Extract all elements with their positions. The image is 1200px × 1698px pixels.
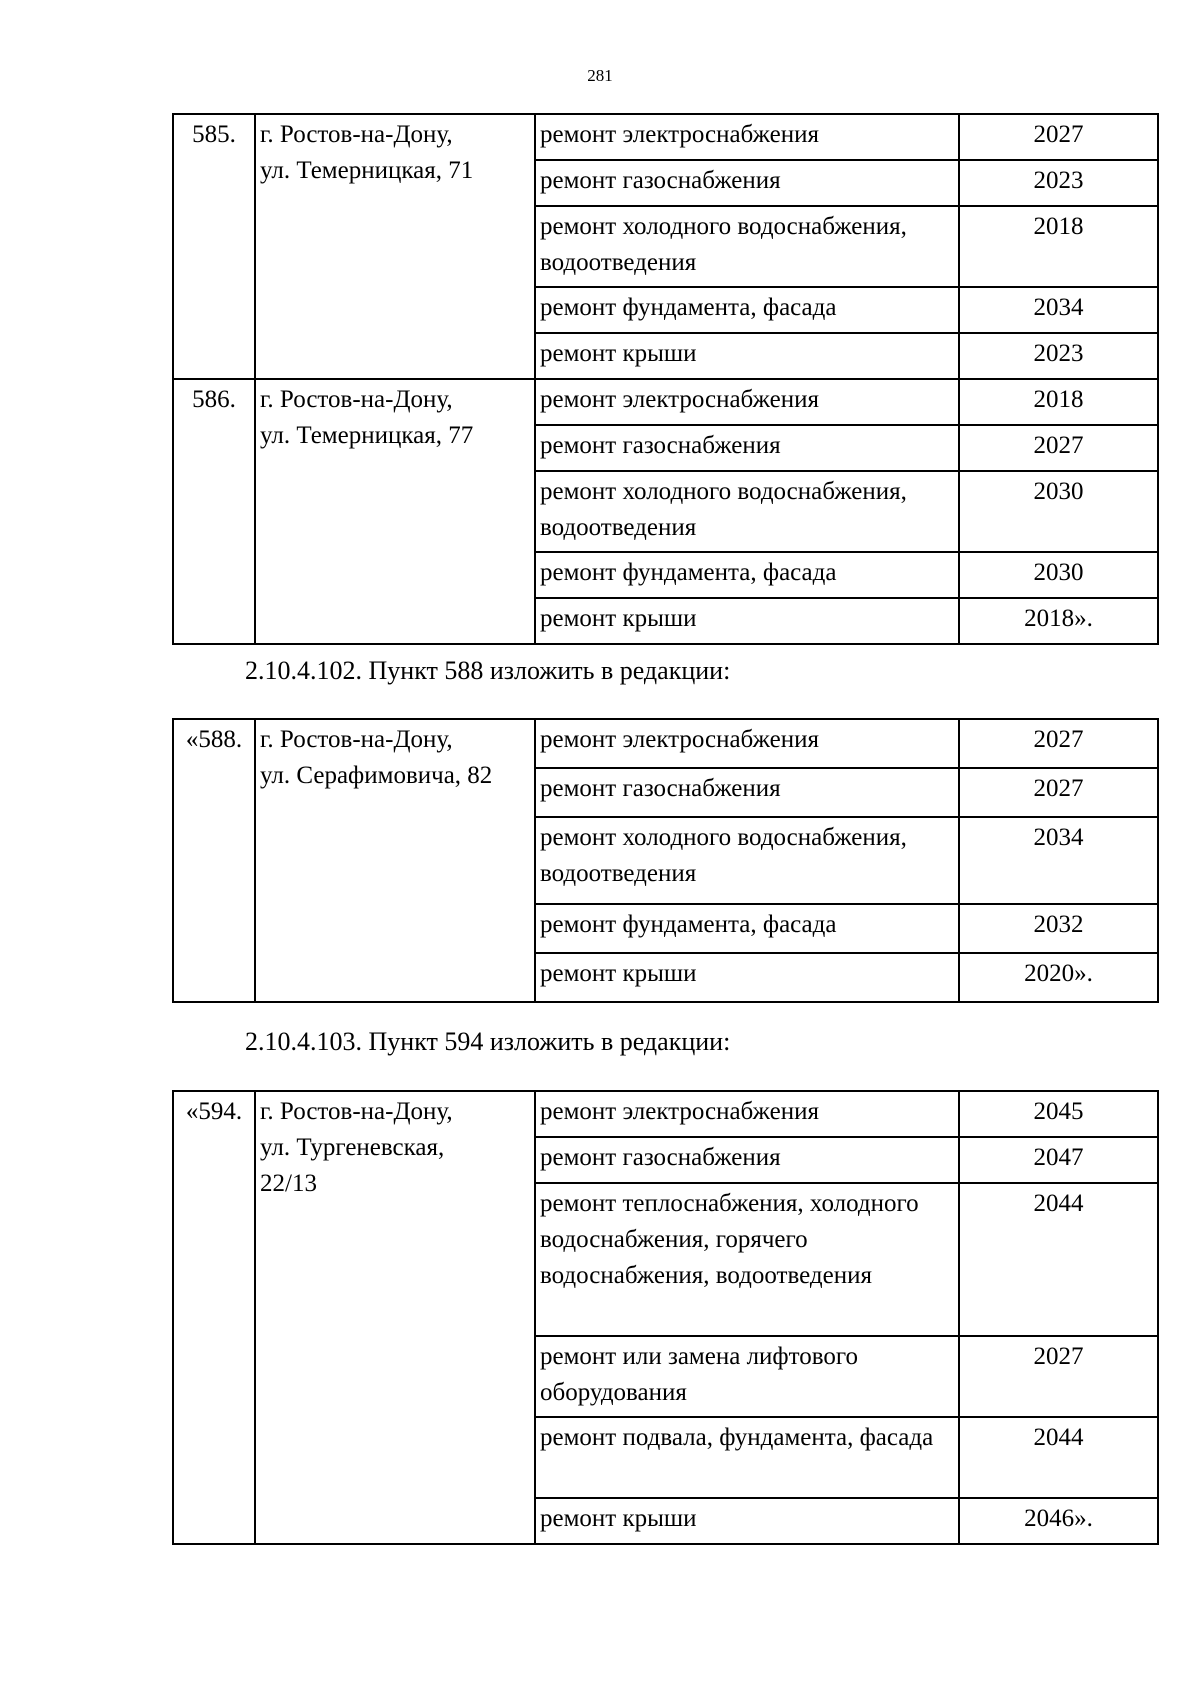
table-row (173, 1091, 1158, 1137)
item-number: 586. (173, 379, 255, 644)
repair-schedule-table-2 (172, 718, 1159, 1003)
item-number: 585. (173, 114, 255, 379)
year: 2027 (959, 1336, 1158, 1417)
work-type: ремонт электроснабжения (535, 719, 959, 768)
work-type: ремонт фундамента, фасада (535, 552, 959, 598)
work-type: ремонт фундамента, фасада (535, 287, 959, 333)
year: 2020». (959, 953, 1158, 1002)
year: 2034 (959, 817, 1158, 904)
table-row (173, 719, 1158, 768)
work-type: ремонт крыши (535, 333, 959, 379)
item-number: «594. (173, 1091, 255, 1544)
year: 2027 (959, 114, 1158, 160)
repair-schedule-table-1 (172, 113, 1159, 645)
work-type: ремонт холодного водоснабжения, водоотведения (535, 817, 959, 904)
year: 2030 (959, 552, 1158, 598)
year: 2034 (959, 287, 1158, 333)
repair-schedule-table-3 (172, 1090, 1159, 1545)
year: 2018 (959, 206, 1158, 287)
work-type: ремонт крыши (535, 598, 959, 644)
year: 2027 (959, 719, 1158, 768)
work-type: ремонт фундамента, фасада (535, 904, 959, 953)
page-number: 281 (587, 66, 613, 85)
work-type: ремонт крыши (535, 1498, 959, 1544)
work-type: ремонт электроснабжения (535, 379, 959, 425)
amendment-paragraph: 2.10.4.102. Пункт 588 изложить в редакции: (245, 656, 731, 685)
item-address: г. Ростов-на-Дону, ул. Темерницкая, 77 (255, 379, 535, 644)
work-type: ремонт газоснабжения (535, 1137, 959, 1183)
year: 2046». (959, 1498, 1158, 1544)
work-type: ремонт крыши (535, 953, 959, 1002)
work-type: ремонт или замена лифтового оборудования (535, 1336, 959, 1417)
year: 2027 (959, 768, 1158, 817)
year: 2045 (959, 1091, 1158, 1137)
work-type: ремонт электроснабжения (535, 1091, 959, 1137)
table-row (173, 114, 1158, 160)
work-type: ремонт газоснабжения (535, 768, 959, 817)
item-address: г. Ростов-на-Дону, ул. Темерницкая, 71 (255, 114, 535, 379)
work-type: ремонт теплоснабжения, холодного водоснабжения, горячего водоснабжения, водоотведения (535, 1183, 959, 1336)
work-type: ремонт электроснабжения (535, 114, 959, 160)
item-address: г. Ростов-на-Дону, ул. Тургеневская, 22/13 (255, 1091, 535, 1544)
year: 2047 (959, 1137, 1158, 1183)
work-type: ремонт холодного водоснабжения, водоотведения (535, 471, 959, 552)
amendment-paragraph: 2.10.4.103. Пункт 594 изложить в редакции: (245, 1027, 731, 1056)
year: 2023 (959, 160, 1158, 206)
work-type: ремонт подвала, фундамента, фасада (535, 1417, 959, 1498)
work-type: ремонт газоснабжения (535, 160, 959, 206)
year: 2027 (959, 425, 1158, 471)
year: 2023 (959, 333, 1158, 379)
year: 2018 (959, 379, 1158, 425)
work-type: ремонт газоснабжения (535, 425, 959, 471)
year: 2032 (959, 904, 1158, 953)
year: 2030 (959, 471, 1158, 552)
item-address: г. Ростов-на-Дону, ул. Серафимовича, 82 (255, 719, 535, 1002)
item-number: «588. (173, 719, 255, 1002)
year: 2044 (959, 1417, 1158, 1498)
year: 2018». (959, 598, 1158, 644)
year: 2044 (959, 1183, 1158, 1336)
table-row (173, 379, 1158, 425)
work-type: ремонт холодного водоснабжения, водоотведения (535, 206, 959, 287)
